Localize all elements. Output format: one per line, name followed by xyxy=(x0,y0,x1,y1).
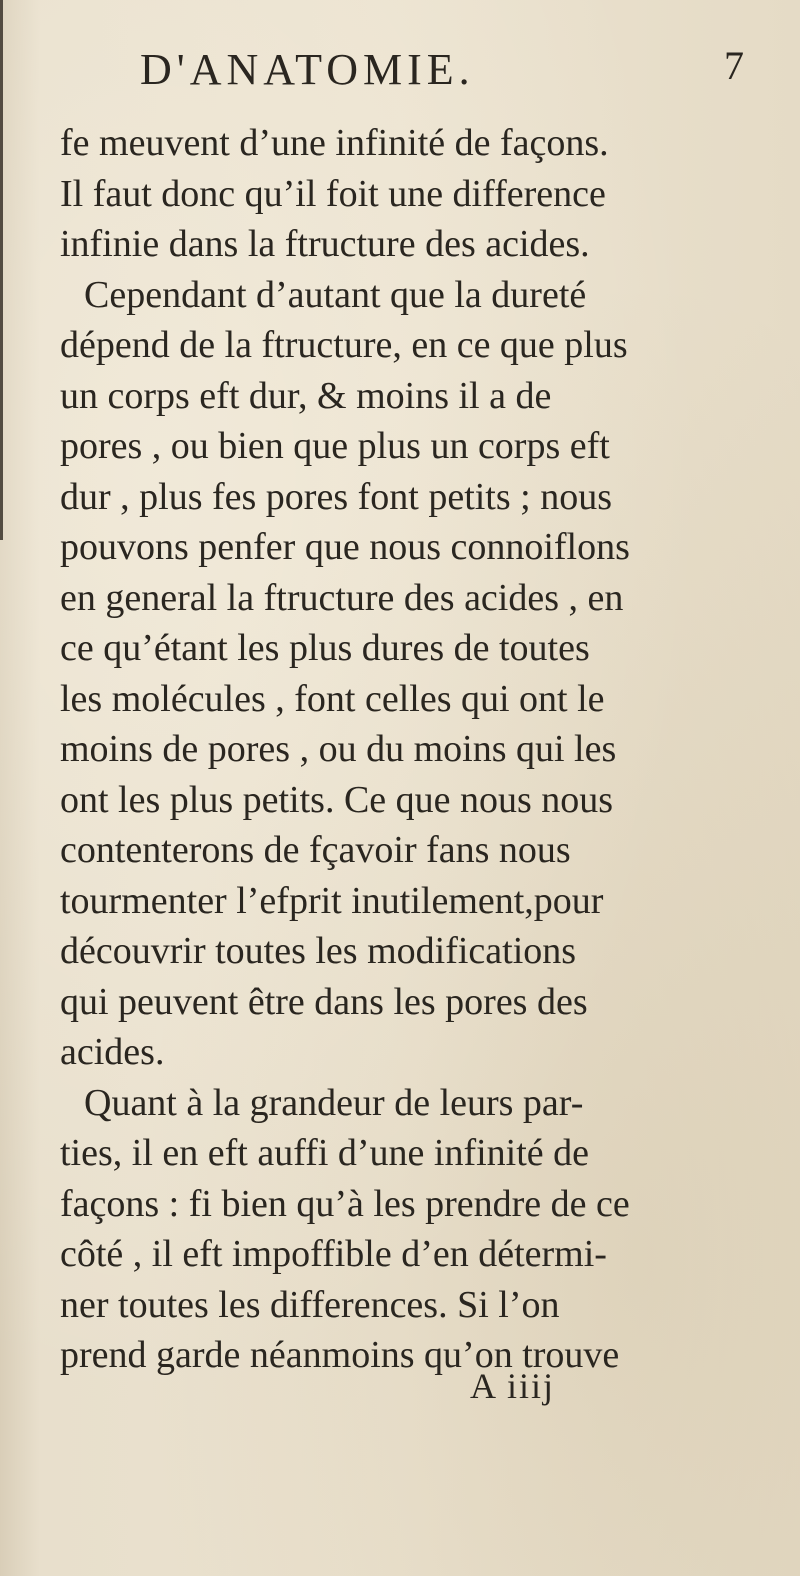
text-line: Il faut donc qu’il foit une difference xyxy=(60,172,606,215)
text-line: pouvons penfer que nous connoiflons xyxy=(60,526,630,568)
text-line: Quant à la grandeur de leurs par- xyxy=(84,1081,584,1124)
text-line: ont les plus petits. Ce que nous nous xyxy=(60,778,614,821)
text-line: fe meuvent d’une infinité de façons. xyxy=(60,122,609,164)
text-line: infinie dans la ftructure des acides. xyxy=(60,223,590,265)
running-head: D'ANATOMIE. xyxy=(140,45,475,94)
text-line: dur , plus fes pores font petits ; nous xyxy=(60,475,613,518)
text-line: ner toutes les differences. Si l’on xyxy=(60,1283,560,1326)
text-line: côté , il eft impoffible d’en détermi- xyxy=(60,1233,607,1275)
text-line: contenterons de fçavoir fans nous xyxy=(60,829,571,871)
text-line: tourmenter l’efprit inutilement,pour xyxy=(60,879,604,922)
text-line: dépend de la ftructure, en ce que plus xyxy=(60,324,628,366)
text-line: qui peuvent être dans les pores des xyxy=(60,980,588,1023)
text-line: prend garde néanmoins qu’on trouve xyxy=(60,1334,620,1376)
text-line: pores , ou bien que plus un corps eft xyxy=(60,425,610,467)
text-line: en general la ftructure des acides , en xyxy=(60,576,624,619)
text-line: un corps eft dur, & moins il a de xyxy=(60,374,552,417)
page-number: 7 xyxy=(724,43,744,88)
text-line: acides. xyxy=(60,1031,165,1073)
text-line: façons : fi bien qu’à les prendre de ce xyxy=(60,1182,630,1225)
body-text xyxy=(60,118,780,1381)
text-line: les molécules , font celles qui ont le xyxy=(60,677,605,720)
signature-mark: A iiij xyxy=(470,1366,556,1406)
text-line: Cependant d’autant que la dureté xyxy=(84,273,587,316)
text-line: ties, il en eft auffi d’une infinité de xyxy=(60,1132,590,1174)
text-line: moins de pores , ou du moins qui les xyxy=(60,728,617,770)
text-line: découvrir toutes les modifications xyxy=(60,930,577,972)
text-line: ce qu’étant les plus dures de toutes xyxy=(60,627,590,669)
page-header xyxy=(0,36,800,96)
